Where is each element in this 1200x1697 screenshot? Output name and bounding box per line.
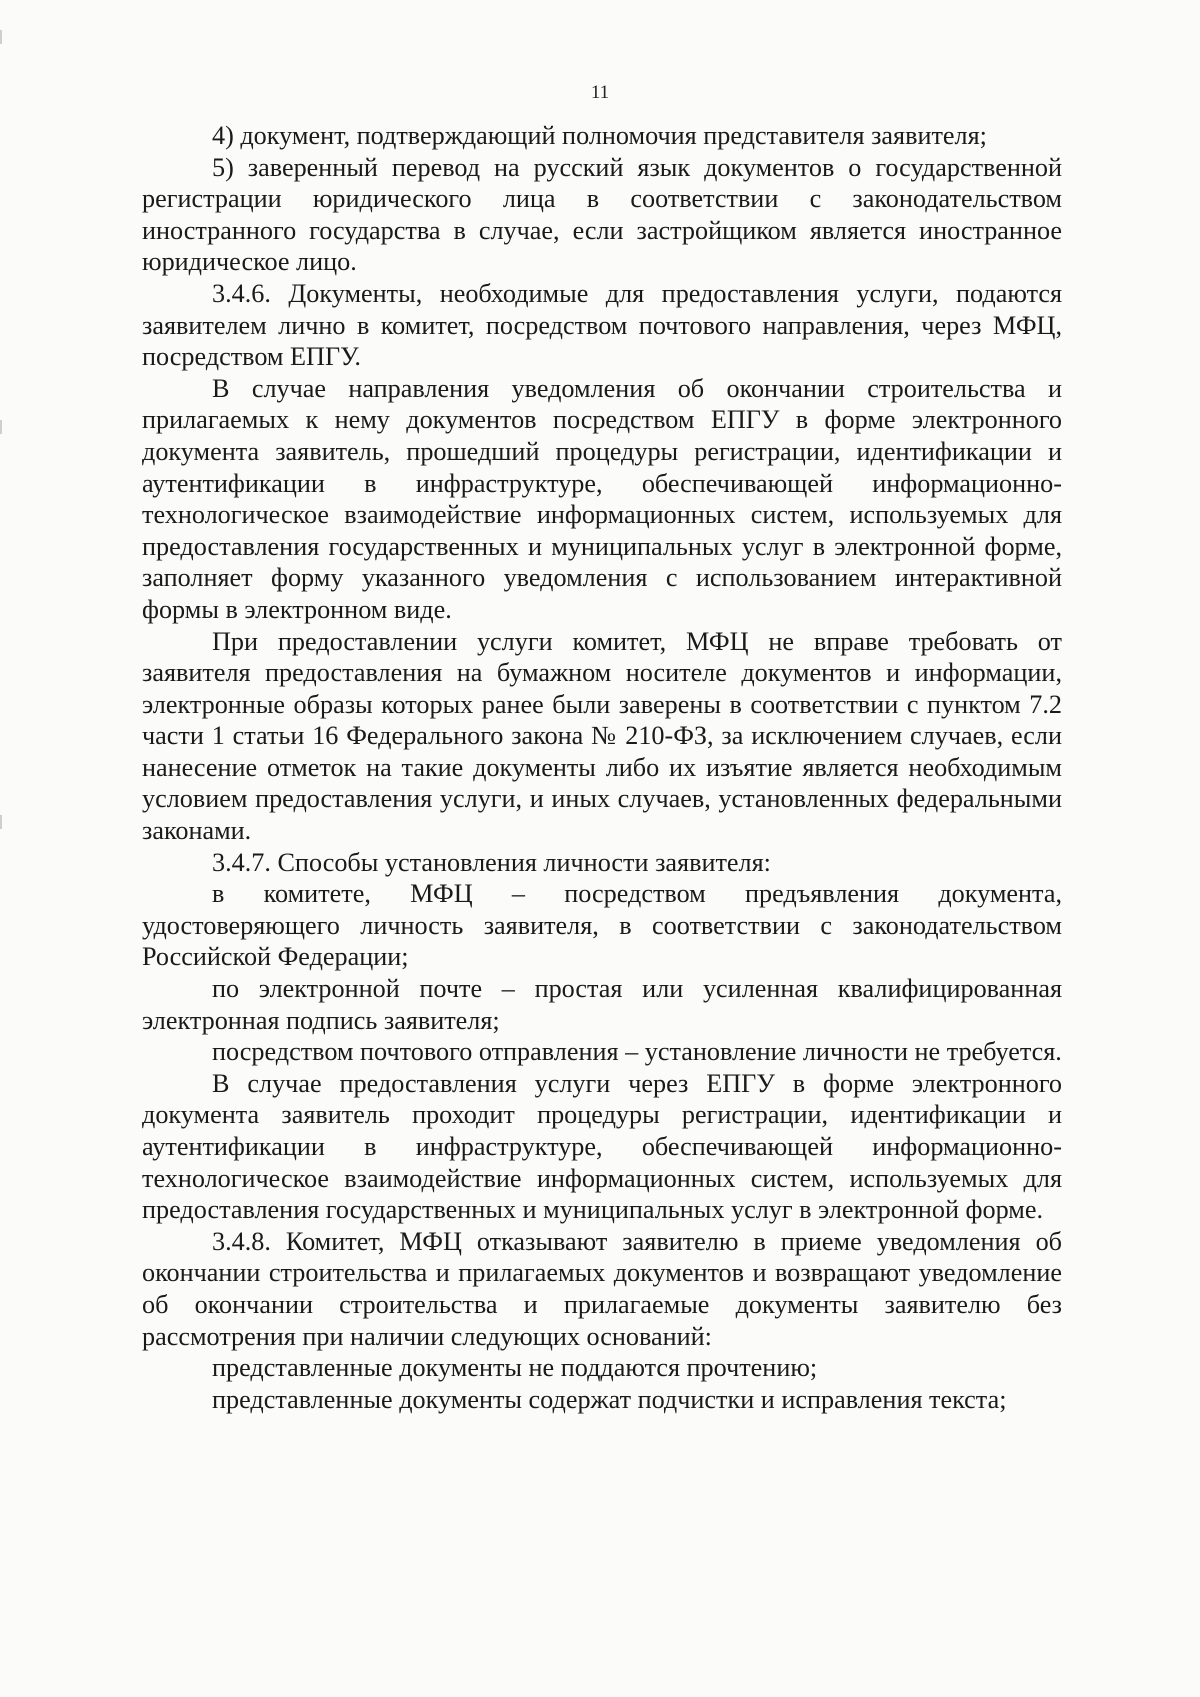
paragraph: 3.4.6. Документы, необходимые для предоставления услуги, подаются заявителем лично в комитет, посредством почтового направления, через МФЦ, посредством ЕПГУ. (142, 278, 1062, 372)
paragraph: 5) заверенный перевод на русский язык документов о государственной регистрации юридического лица в соответствии с законодательством иностранного государства в случае, если застройщиком является иностранное юридическое лицо. (142, 152, 1062, 277)
paragraph: 4) документ, подтверждающий полномочия представителя заявителя; (212, 121, 987, 150)
paragraph: При предоставлении услуги комитет, МФЦ не вправе требовать от заявителя предоставления на бумажном носителе документов и информации, электронные образы которых ранее были заверены в соответствии с пунктом 7.2 части 1 статьи 16 Федерального закона № 210-ФЗ, за исключением случаев, если нанесение отметок на такие документы либо их изъятие является необходимым условием предоставления услуги, и иных случаев, установленных федеральными законами. (142, 626, 1062, 846)
paragraph: посредством почтового отправления – установление личности не требуется. (212, 1037, 1062, 1067)
paragraph: по электронной почте – простая или усиленная квалифицированная электронная подпись заявителя; (142, 974, 1062, 1035)
scan-edge-mark (0, 815, 2, 829)
paragraph: В случае предоставления услуги через ЕПГУ в форме электронного документа заявитель проходит процедуры регистрации, идентификации и аутентификации в инфраструктуре, обеспечивающей информационно-технологическое взаимодействие информационных систем, используемых для предоставления государственных и муниципальных услуг в электронной форме. (142, 1068, 1062, 1225)
page-number: 11 (590, 82, 610, 103)
paragraph: в комитете, МФЦ – посредством предъявления документа, удостоверяющего личность заявителя, в соответствии с законодательством Российской Федерации; (142, 879, 1062, 972)
paragraph: В случае направления уведомления об окончании строительства и прилагаемых к нему документов посредством ЕПГУ в форме электронного документа заявитель, прошедший процедуры регистрации, идентификации и аутентификации в инфраструктуре, обеспечивающей информационно-технологическое взаимодействие информационных систем, используемых для предоставления государственных и муниципальных услуг в электронной форме, заполняет форму указанного уведомления с использованием интерактивной формы в электронном виде. (142, 373, 1062, 624)
paragraph: 3.4.8. Комитет, МФЦ отказывают заявителю в приеме уведомления об окончании строительства и прилагаемых документов и возвращают уведомление об окончании строительства и прилагаемые документы заявителю без рассмотрения при наличии следующих оснований: (142, 1226, 1062, 1351)
scan-edge-mark (0, 30, 2, 44)
paragraph: представленные документы не поддаются прочтению; (212, 1353, 818, 1383)
scan-edge-mark (0, 420, 2, 434)
paragraph: 3.4.7. Способы установления личности заявителя: (212, 847, 771, 877)
document-body (142, 120, 1062, 1415)
paragraph: представленные документы содержат подчистки и исправления текста; (212, 1384, 1007, 1414)
